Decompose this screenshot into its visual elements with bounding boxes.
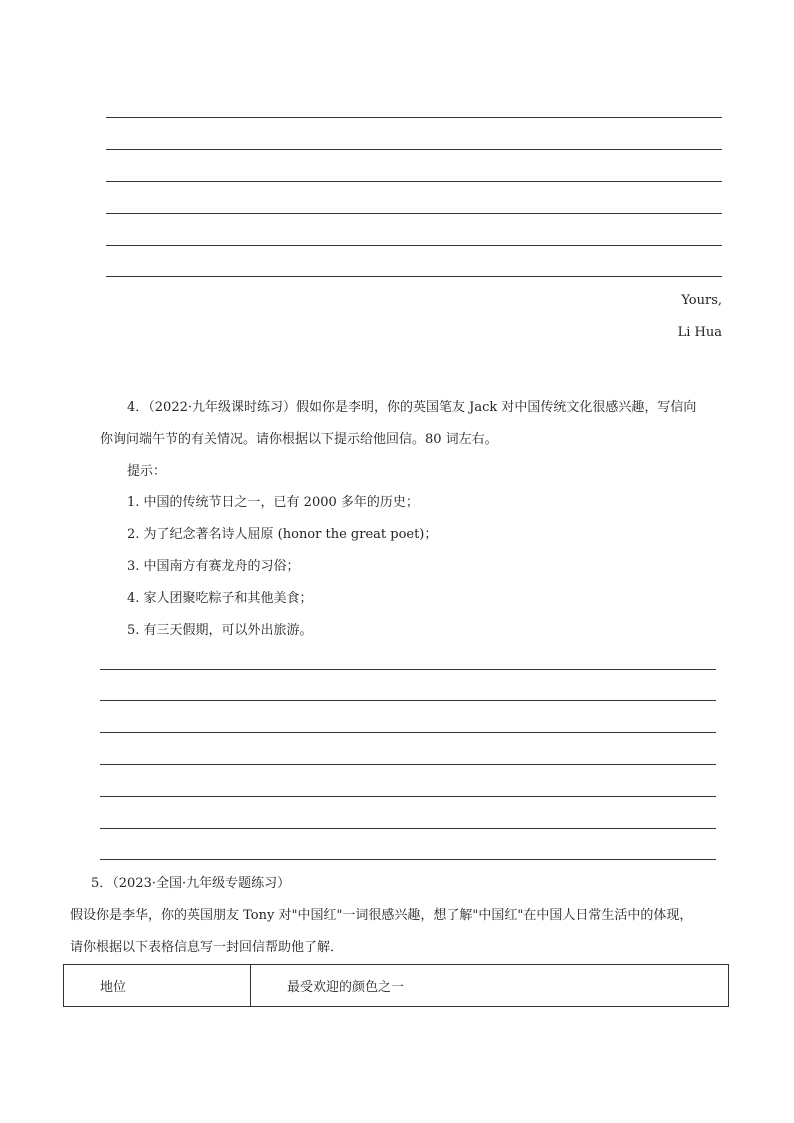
letter-signature: Li Hua: [677, 325, 722, 340]
answer-line[interactable]: [106, 149, 722, 150]
question-4-prompt-line-1: 4．（2022·九年级课时练习）假如你是李明，你的英国笔友 Jack 对中国传统文化很感兴趣，写信向: [127, 400, 697, 415]
question-4-prompt-line-2: 你询问端午节的有关情况。请你根据以下提示给他回信。80 词左右。: [100, 432, 498, 447]
table-cell-value: 最受欢迎的颜色之一: [251, 965, 729, 1007]
question-5-header: 5．（2023·全国·九年级专题练习）: [91, 876, 291, 891]
letter-closing: Yours,: [681, 293, 722, 308]
answer-line[interactable]: [100, 828, 716, 829]
answer-line[interactable]: [106, 117, 722, 118]
table-row: [64, 965, 729, 1007]
hint-item: 5. 有三天假期，可以外出旅游。: [127, 623, 313, 638]
answer-line[interactable]: [100, 700, 716, 701]
answer-line[interactable]: [100, 732, 716, 733]
answer-line[interactable]: [106, 245, 722, 246]
table-cell-label: 地位: [64, 965, 251, 1007]
answer-line[interactable]: [106, 276, 722, 277]
question-5-prompt-line-2: 请你根据以下表格信息写一封回信帮助他了解．: [70, 940, 344, 955]
hint-item: 1. 中国的传统节日之一，已有 2000 多年的历史；: [127, 495, 419, 510]
answer-line[interactable]: [106, 181, 722, 182]
info-table: [63, 964, 729, 1007]
hint-item: 3. 中国南方有赛龙舟的习俗；: [127, 559, 300, 574]
answer-line[interactable]: [100, 796, 716, 797]
hint-title: 提示：: [127, 464, 167, 479]
answer-line[interactable]: [100, 859, 716, 860]
answer-line[interactable]: [106, 213, 722, 214]
hint-item: 4. 家人团聚吃粽子和其他美食；: [127, 591, 313, 606]
answer-line[interactable]: [100, 669, 716, 670]
question-5-prompt-line-1: 假设你是李华，你的英国朋友 Tony 对"中国红"一词很感兴趣，想了解"中国红"在中国人日常生活中的体现，: [70, 908, 693, 923]
answer-line[interactable]: [100, 764, 716, 765]
hint-item: 2. 为了纪念著名诗人屈原 (honor the great poet)；: [127, 527, 438, 542]
